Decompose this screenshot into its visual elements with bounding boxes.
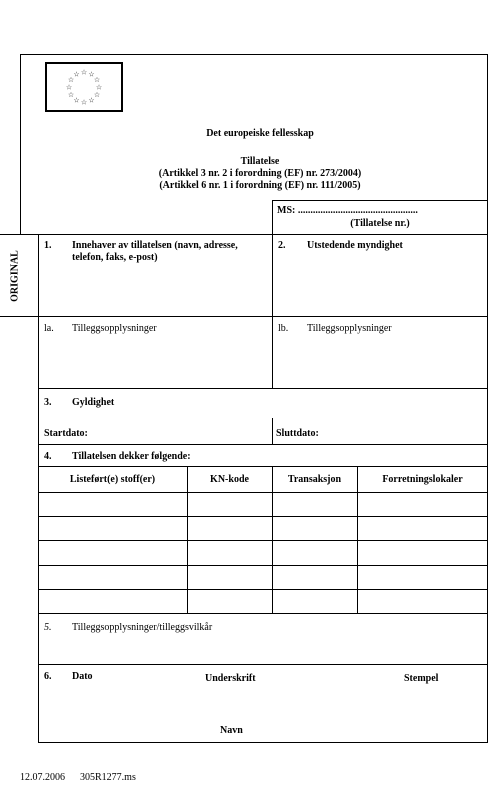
article-ref-1: (Artikkel 3 nr. 2 i forordning (EF) nr. 273/2004) — [158, 168, 362, 179]
frame-top — [20, 54, 488, 55]
field2-number: 2. — [278, 240, 286, 251]
row-divider-5 — [38, 664, 488, 665]
flag-star-icon: ☆ — [93, 76, 101, 84]
flag-star-icon: ☆ — [80, 98, 88, 107]
footer-date: 12.07.2006 — [20, 772, 65, 783]
validity-divider — [272, 418, 273, 444]
flag-star-icon: ☆ — [88, 96, 95, 105]
field1-label-line1: Innehaver av tillatelsen (navn, adresse, — [72, 240, 238, 251]
date-label: Dato — [72, 671, 93, 682]
col-header-transaction: Transaksjon — [287, 474, 342, 485]
col-header-kn-code: KN-kode — [210, 474, 249, 485]
header-divider — [0, 234, 488, 235]
field1b-number: lb. — [278, 323, 289, 334]
field3-label: Gyldighet — [72, 397, 115, 408]
ms-label: MS: ................................................ — [277, 205, 418, 216]
field1-number: 1. — [44, 240, 52, 251]
table-row-line-1 — [38, 492, 488, 493]
flag-star-icon: ☆ — [80, 68, 88, 77]
field1a-number: la. — [44, 323, 54, 334]
table-row-line-3 — [38, 540, 488, 541]
table-bottom — [38, 613, 488, 614]
row-divider-3 — [38, 444, 488, 445]
signature-label: Underskrift — [205, 673, 256, 684]
name-label: Navn — [220, 725, 243, 736]
ms-box-top — [272, 200, 488, 201]
frame-bottom — [38, 742, 488, 743]
row-divider-2 — [38, 388, 488, 389]
flag-star-icon: ☆ — [65, 83, 73, 92]
field3-number: 3. — [44, 397, 52, 408]
field5-number: 5. — [44, 622, 52, 633]
table-row-line-4 — [38, 565, 488, 566]
flag-star-icon: ☆ — [93, 91, 101, 99]
frame-right — [487, 54, 488, 743]
stamp-label: Stempel — [404, 673, 439, 684]
ms-sublabel: (Tillatelse nr.) — [350, 218, 410, 229]
field1b-label: Tilleggsopplysninger — [307, 323, 392, 334]
frame-left — [38, 234, 39, 743]
field2-label: Utstedende myndighet — [307, 240, 403, 251]
flag-star-icon: ☆ — [67, 91, 75, 99]
col-header-premises: Forretningslokaler — [382, 474, 463, 485]
field6-number: 6. — [44, 671, 52, 682]
eu-flag-icon — [45, 62, 123, 112]
article-ref-2: (Artikkel 6 nr. 1 i forordning (EF) nr. 111/2005) — [159, 180, 361, 191]
original-side-label: ORIGINAL — [9, 250, 21, 302]
start-date-label: Startdato: — [44, 428, 88, 439]
col-header-substances: Listeført(e) stoff(er) — [69, 474, 156, 485]
form-title: Tillatelse — [240, 156, 280, 167]
frame-left-top — [20, 54, 21, 234]
flag-star-icon: ☆ — [95, 83, 103, 92]
field1a-label: Tilleggsopplysninger — [72, 323, 157, 334]
table-top — [38, 466, 488, 467]
end-date-label: Sluttdato: — [276, 428, 319, 439]
flag-star-icon: ☆ — [88, 70, 95, 79]
flag-star-icon: ☆ — [73, 96, 80, 105]
community-title: Det europeiske fellesskap — [206, 128, 314, 139]
footer-reference: 305R1277.ms — [80, 772, 136, 783]
flag-star-icon: ☆ — [67, 76, 75, 84]
field4-label: Tillatelsen dekker følgende: — [72, 451, 191, 462]
side-tab-bottom — [0, 316, 38, 317]
flag-star-icon: ☆ — [73, 70, 80, 79]
table-row-line-5 — [38, 589, 488, 590]
row-divider-1 — [38, 316, 488, 317]
field1-label-line2: telefon, faks, e-post) — [72, 252, 158, 263]
field4-number: 4. — [44, 451, 52, 462]
table-row-line-2 — [38, 516, 488, 517]
field5-label: Tilleggsopplysninger/tilleggsvilkår — [72, 622, 213, 633]
